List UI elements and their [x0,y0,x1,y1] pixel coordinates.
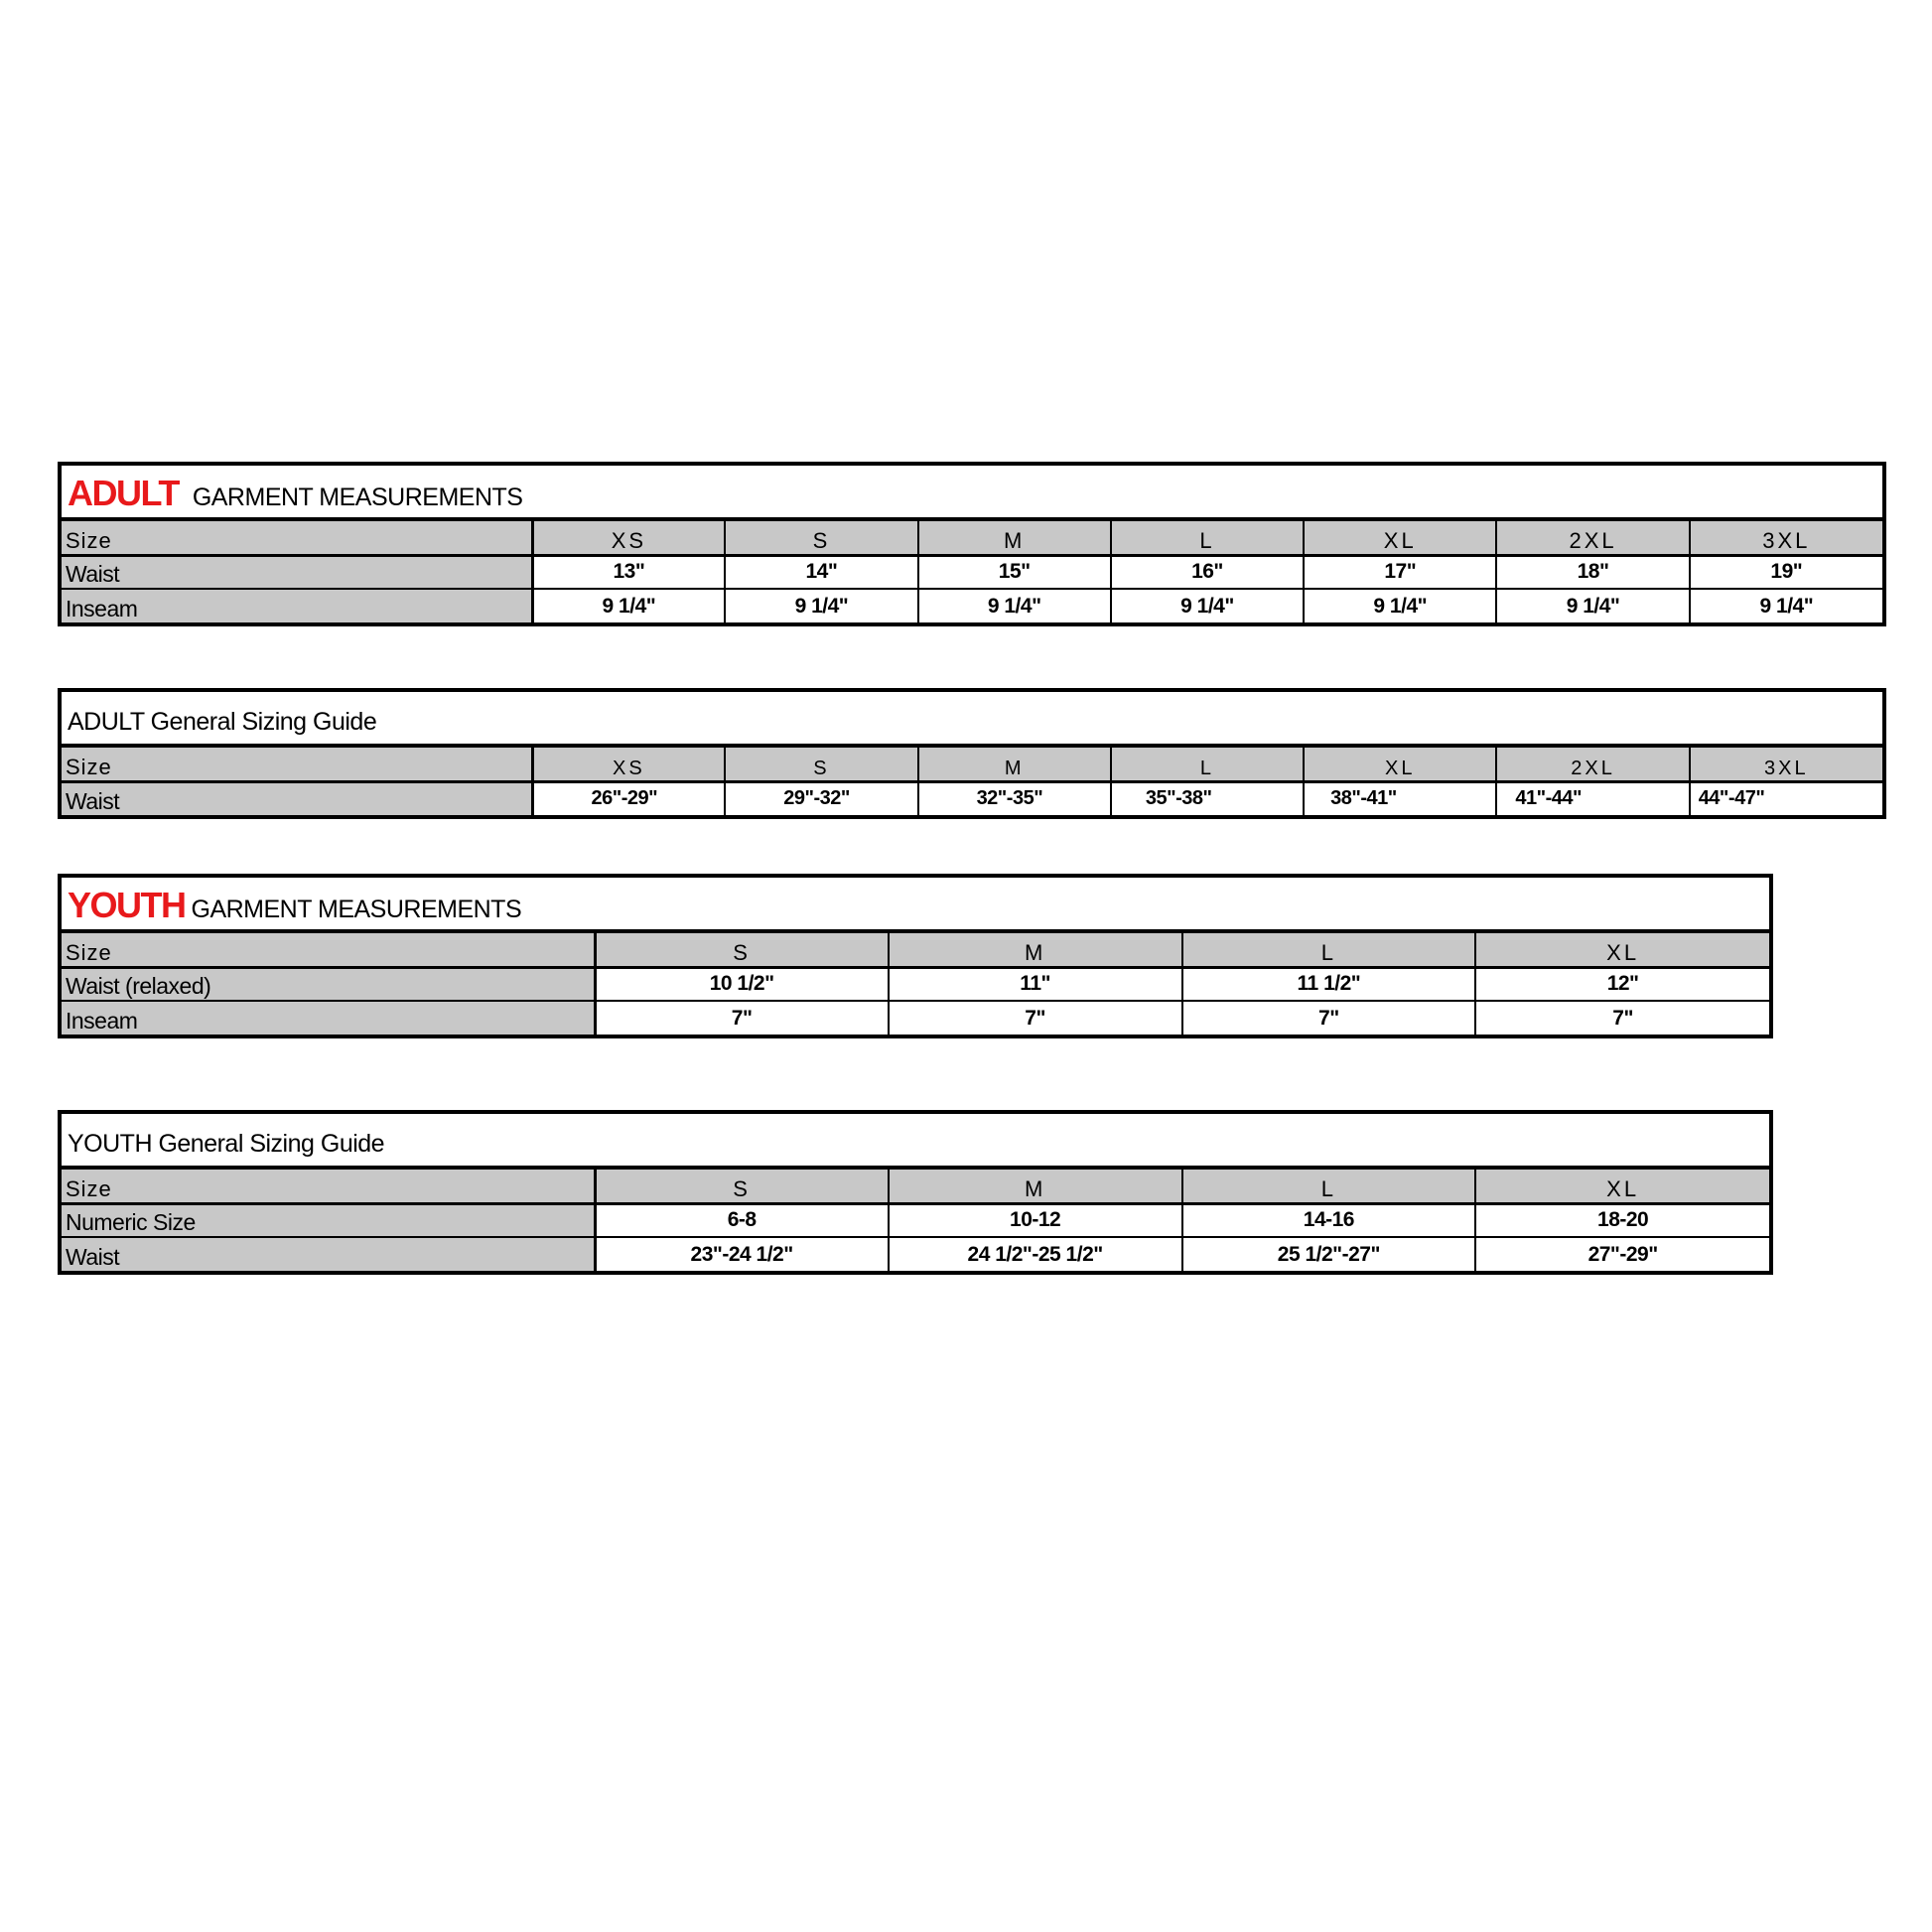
table-cell: 12" [1475,967,1769,1001]
size-header: M [918,521,1111,555]
size-header: XL [1304,748,1496,781]
size-header: S [595,1170,889,1203]
table-cell: 27"-29" [1475,1237,1769,1271]
size-header: XS [532,748,725,781]
youth-garment-title-accent: YOUTH [68,885,186,925]
adult-general-title [62,692,1882,748]
table-cell: 7" [1475,1001,1769,1035]
size-header: XS [532,521,725,555]
adult-garment-grid [62,521,1882,622]
table-cell: 14" [725,555,917,589]
size-header: L [1182,933,1476,967]
table-cell: 15" [918,555,1111,589]
table-cell: 7" [889,1001,1182,1035]
table-cell: 9 1/4" [1496,589,1689,622]
size-header: L [1111,521,1304,555]
table-cell: 32"-35" [918,781,1111,815]
adult-garment-title-rest: GARMENT MEASUREMENTS [192,483,523,511]
row-label: Size [62,748,532,781]
adult-garment-title [62,466,1882,521]
size-header: M [889,933,1182,967]
table-header-row [62,1170,1769,1203]
youth-garment-grid [62,933,1769,1035]
table-cell: 44"-47" [1690,781,1882,815]
table-cell: 18-20 [1475,1203,1769,1237]
size-header: S [595,933,889,967]
table-cell: 9 1/4" [725,589,917,622]
size-header: 2XL [1496,748,1689,781]
youth-general-title [62,1114,1769,1170]
row-label: Size [62,933,595,967]
row-label: Size [62,521,532,555]
row-label: Inseam [62,589,532,622]
table-cell: 18" [1496,555,1689,589]
row-label: Numeric Size [62,1203,595,1237]
size-header: 2XL [1496,521,1689,555]
table-header-row [62,521,1882,555]
table-cell: 19" [1690,555,1882,589]
row-label: Inseam [62,1001,595,1035]
table-cell: 26"-29" [532,781,725,815]
table-header-row [62,933,1769,967]
size-header: L [1111,748,1304,781]
table-cell: 11 1/2" [1182,967,1476,1001]
table-row [62,967,1769,1001]
table-cell: 23"-24 1/2" [595,1237,889,1271]
size-header: 3XL [1690,521,1882,555]
table-cell: 9 1/4" [918,589,1111,622]
youth-garment-measurements-table [58,874,1773,1038]
size-header: 3XL [1690,748,1882,781]
row-label: Waist [62,555,532,589]
youth-garment-title [62,878,1769,933]
youth-general-grid [62,1170,1769,1271]
table-cell: 41"-44" [1496,781,1689,815]
size-header: L [1182,1170,1476,1203]
row-label: Waist [62,1237,595,1271]
row-label: Size [62,1170,595,1203]
youth-garment-title-rest: GARMENT MEASUREMENTS [191,895,522,923]
adult-general-grid [62,748,1882,815]
table-cell: 24 1/2"-25 1/2" [889,1237,1182,1271]
table-row [62,781,1882,815]
youth-general-sizing-table [58,1110,1773,1275]
table-cell: 6-8 [595,1203,889,1237]
table-cell: 9 1/4" [1304,589,1496,622]
table-row [62,1203,1769,1237]
size-header: XL [1304,521,1496,555]
adult-garment-title-accent: ADULT [68,473,179,513]
size-header: S [725,521,917,555]
table-cell: 7" [1182,1001,1476,1035]
adult-garment-measurements-table [58,462,1886,626]
table-header-row [62,748,1882,781]
table-cell: 10 1/2" [595,967,889,1001]
adult-general-title-text: ADULT General Sizing Guide [68,707,377,736]
size-header: XL [1475,933,1769,967]
table-cell: 11" [889,967,1182,1001]
table-cell: 10-12 [889,1203,1182,1237]
table-cell: 17" [1304,555,1496,589]
table-cell: 38"-41" [1304,781,1496,815]
table-cell: 29"-32" [725,781,917,815]
size-header: M [889,1170,1182,1203]
table-cell: 25 1/2"-27" [1182,1237,1476,1271]
table-cell: 9 1/4" [1111,589,1304,622]
size-header: M [918,748,1111,781]
table-cell: 14-16 [1182,1203,1476,1237]
table-cell: 16" [1111,555,1304,589]
table-cell: 35"-38" [1111,781,1304,815]
table-cell: 7" [595,1001,889,1035]
table-row [62,1001,1769,1035]
size-header: XL [1475,1170,1769,1203]
row-label: Waist [62,781,532,815]
table-cell: 9 1/4" [1690,589,1882,622]
row-label: Waist (relaxed) [62,967,595,1001]
adult-general-sizing-table [58,688,1886,819]
table-row [62,555,1882,589]
size-header: S [725,748,917,781]
table-row [62,1237,1769,1271]
youth-general-title-text: YOUTH General Sizing Guide [68,1129,385,1158]
table-cell: 13" [532,555,725,589]
table-cell: 9 1/4" [532,589,725,622]
table-row [62,589,1882,622]
